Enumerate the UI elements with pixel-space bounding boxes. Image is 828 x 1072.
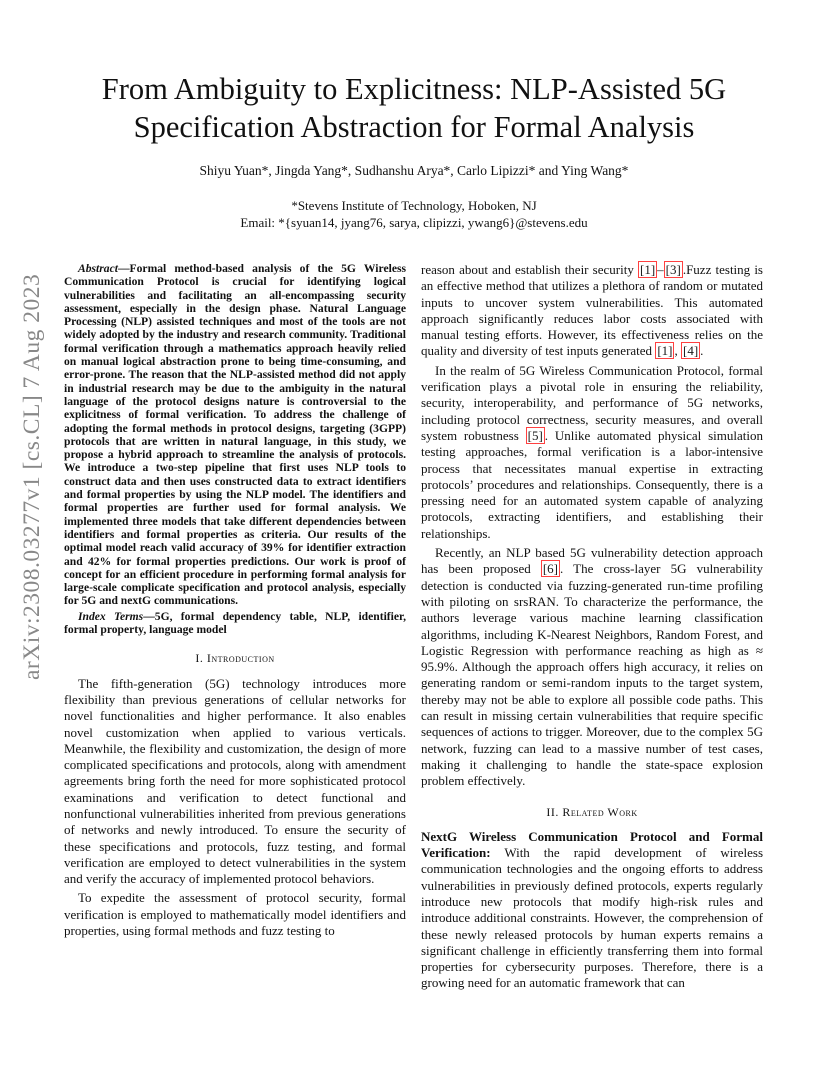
citation-link[interactable]: [6] — [542, 561, 559, 577]
index-terms — [64, 610, 406, 637]
paper-title — [50, 70, 778, 146]
paragraph-text: With the rapid development of wireless communication technologies and the ongoing efforts to address vulnerabilities in previously defined protocols, experts regularly introduce new protocols that modify high-risk rules and introduce additional constraints. However, the comprehension of these newly released protocols by human experts remains a significant challenge in efficiently transferring them into formal properties for cybersecurity purposes. Therefore, there is a growing need for an automatic framework that can — [421, 845, 763, 991]
paragraph-text: .Fuzz testing is an effective method that utilizes a plethora of random or mutated inputs to uncover system vulnerabilities. This automated approach significantly reduces labor costs associated with manual testing efforts. However, its effectiveness relies on the quality and diversity of test inputs generated — [421, 262, 763, 359]
right-paragraph-2 — [421, 363, 763, 542]
author-list: Shiyu Yuan*, Jingda Yang*, Sudhanshu Arya*, Carlo Lipizzi* and Ying Wang* — [199, 163, 629, 178]
citation-link[interactable]: [3] — [665, 262, 681, 277]
abstract-label: Abstract — [78, 262, 118, 275]
paragraph-lead-heading: NextG Wireless Communication Protocol and Formal Verification: — [421, 828, 763, 861]
intro-paragraph-2: To expedite the assessment of protocol security, formal verification is employed to mathematically model identifiers and properties, using formal methods and fuzz testing to — [64, 890, 406, 939]
right-column — [421, 262, 763, 995]
right-paragraph-4 — [421, 829, 763, 992]
citation-link[interactable]: [1] — [639, 262, 656, 277]
paragraph-text: . Unlike automated physical simulation testing approaches, formal verification is a labor-intensive process that necessitates manual expertise in extracting protocols’ procedures and relationships. Consequently, there is a pressing need for an automated system capable of analyzing protocols, extracting identifiers, and establishing their relationships. — [421, 427, 763, 541]
section-heading-related-work: II. Related Work — [546, 804, 638, 819]
affiliation: *Stevens Institute of Technology, Hoboken, NJ — [291, 198, 537, 213]
email-line: Email: *{syuan14, jyang76, sarya, clipizzi, ywang6}@stevens.edu — [240, 215, 588, 230]
index-terms-text: —5G, formal dependency table, NLP, identifier, formal property, language model — [64, 609, 406, 637]
citation-link[interactable]: [4] — [682, 343, 699, 359]
paragraph-text: . The cross-layer 5G vulnerability detection is conducted via fuzzing-generated run-time profiling with piloting on srsRAN. To characterize the performance, the authors leverage various machine learning classification algorithms, including K-Nearest Neighbors, Random Forest, and Logistic Regression with performance reaching as high as ≈ 95.9%. Although the approach offers high accuracy, it relies on generating random or semi-random inputs to the target system, thereby may not be able to explore all possible code paths. This can result in missing certain vulnerabilities that require specific sequences of actions to trigger. Moreover, due to the complex 5G network, fuzzing can lead to a massive number of test cases, making it challenging to handle the state-space explosion problem effectively. — [421, 561, 763, 789]
section-heading-introduction: I. Introduction — [195, 651, 275, 666]
paragraph-text: In the realm of 5G Wireless Communication Protocol, formal verification plays a pivotal role in ensuring the reliability, security, interoperability, and performance of 5G networks, including protocol correctness, security measures, and overall system robustness — [421, 362, 763, 443]
title-line-1: From Ambiguity to Explicitness: NLP-Assisted 5G — [101, 72, 727, 106]
right-paragraph-3 — [421, 545, 763, 789]
abstract-text: —Formal method-based analysis of the 5G Wireless Communication Protocol is crucial for identifying logical vulnerabilities and facilitating an all-encompassing security assessment, especially in the design phase. Natural Language Processing (NLP) assisted techniques and most of the tools are not widely adopted by the industry and research community. Traditional formal verification through a mathematics approach heavily relied on manual logical abstraction prone to being time-consuming, and error-prone. The reason that the NLP-assisted method did not apply in industrial research may be due to the ambiguity in the natural language of the protocol designs nature is controversial to the explicitness of formal verification. To address the challenge of adopting the formal methods in protocol designs, targeting (3GPP) protocols that are written in natural language, in this study, we propose a hybrid approach to streamline the analysis of protocols. We introduce a two-step pipeline that first uses NLP tools to construct data and then uses constructed data to extract identifiers and formal properties by using the NLP model. The identifiers and formal properties are further used for formal analysis. We implemented three models that take different dependencies between identifiers and formal properties as criteria. Our results of the optimal model reach valid accuracy of 39% for identifier extraction and 42% for formal properties predictions. Our work is proof of concept for an efficient procedure in performing formal analysis for large-scale complicate specification and protocol analysis, especially for 5G and nextG communications. — [64, 262, 406, 608]
right-paragraph-1 — [421, 262, 763, 360]
abstract — [64, 262, 406, 608]
sentence-end: . — [700, 343, 704, 359]
paragraph-text: reason about and establish their security — [421, 262, 638, 277]
citation-link[interactable]: [5] — [527, 427, 543, 443]
title-line-2: Specification Abstraction for Formal Analysis — [133, 110, 695, 144]
citation-separator: , — [674, 343, 681, 359]
paragraph-text: Recently, an NLP based 5G vulnerability detection approach has been proposed — [421, 545, 763, 577]
citation-link[interactable]: [1] — [657, 343, 673, 359]
arxiv-identifier-stamp: arXiv:2308.03277v1 [cs.CL] 7 Aug 2023 — [19, 273, 45, 680]
index-terms-label: Index Terms — [78, 609, 144, 623]
citation-dash: – — [657, 262, 664, 277]
affiliation-block — [50, 197, 778, 231]
intro-paragraph-1: The fifth-generation (5G) technology introduces more flexibility than previous generations of cellular networks for novel functionalities and higher performance. It also enables novel customization when applied to various verticals. Meanwhile, the flexibility and customization, the design of more complicated specifications and protocols, along with amendment agreements bring forth the need for more sophisticated protocol examinations and verification to detect functional and nonfunctional vulnerabilities inherited from previous generations of networks and newly introduced. To ensure the security of these specifications and protocols, fuzz testing, and formal verification are employed to detect vulnerabilities in the system and verify the accuracy of implemented protocol behaviors. — [64, 675, 406, 887]
left-column — [64, 262, 406, 942]
